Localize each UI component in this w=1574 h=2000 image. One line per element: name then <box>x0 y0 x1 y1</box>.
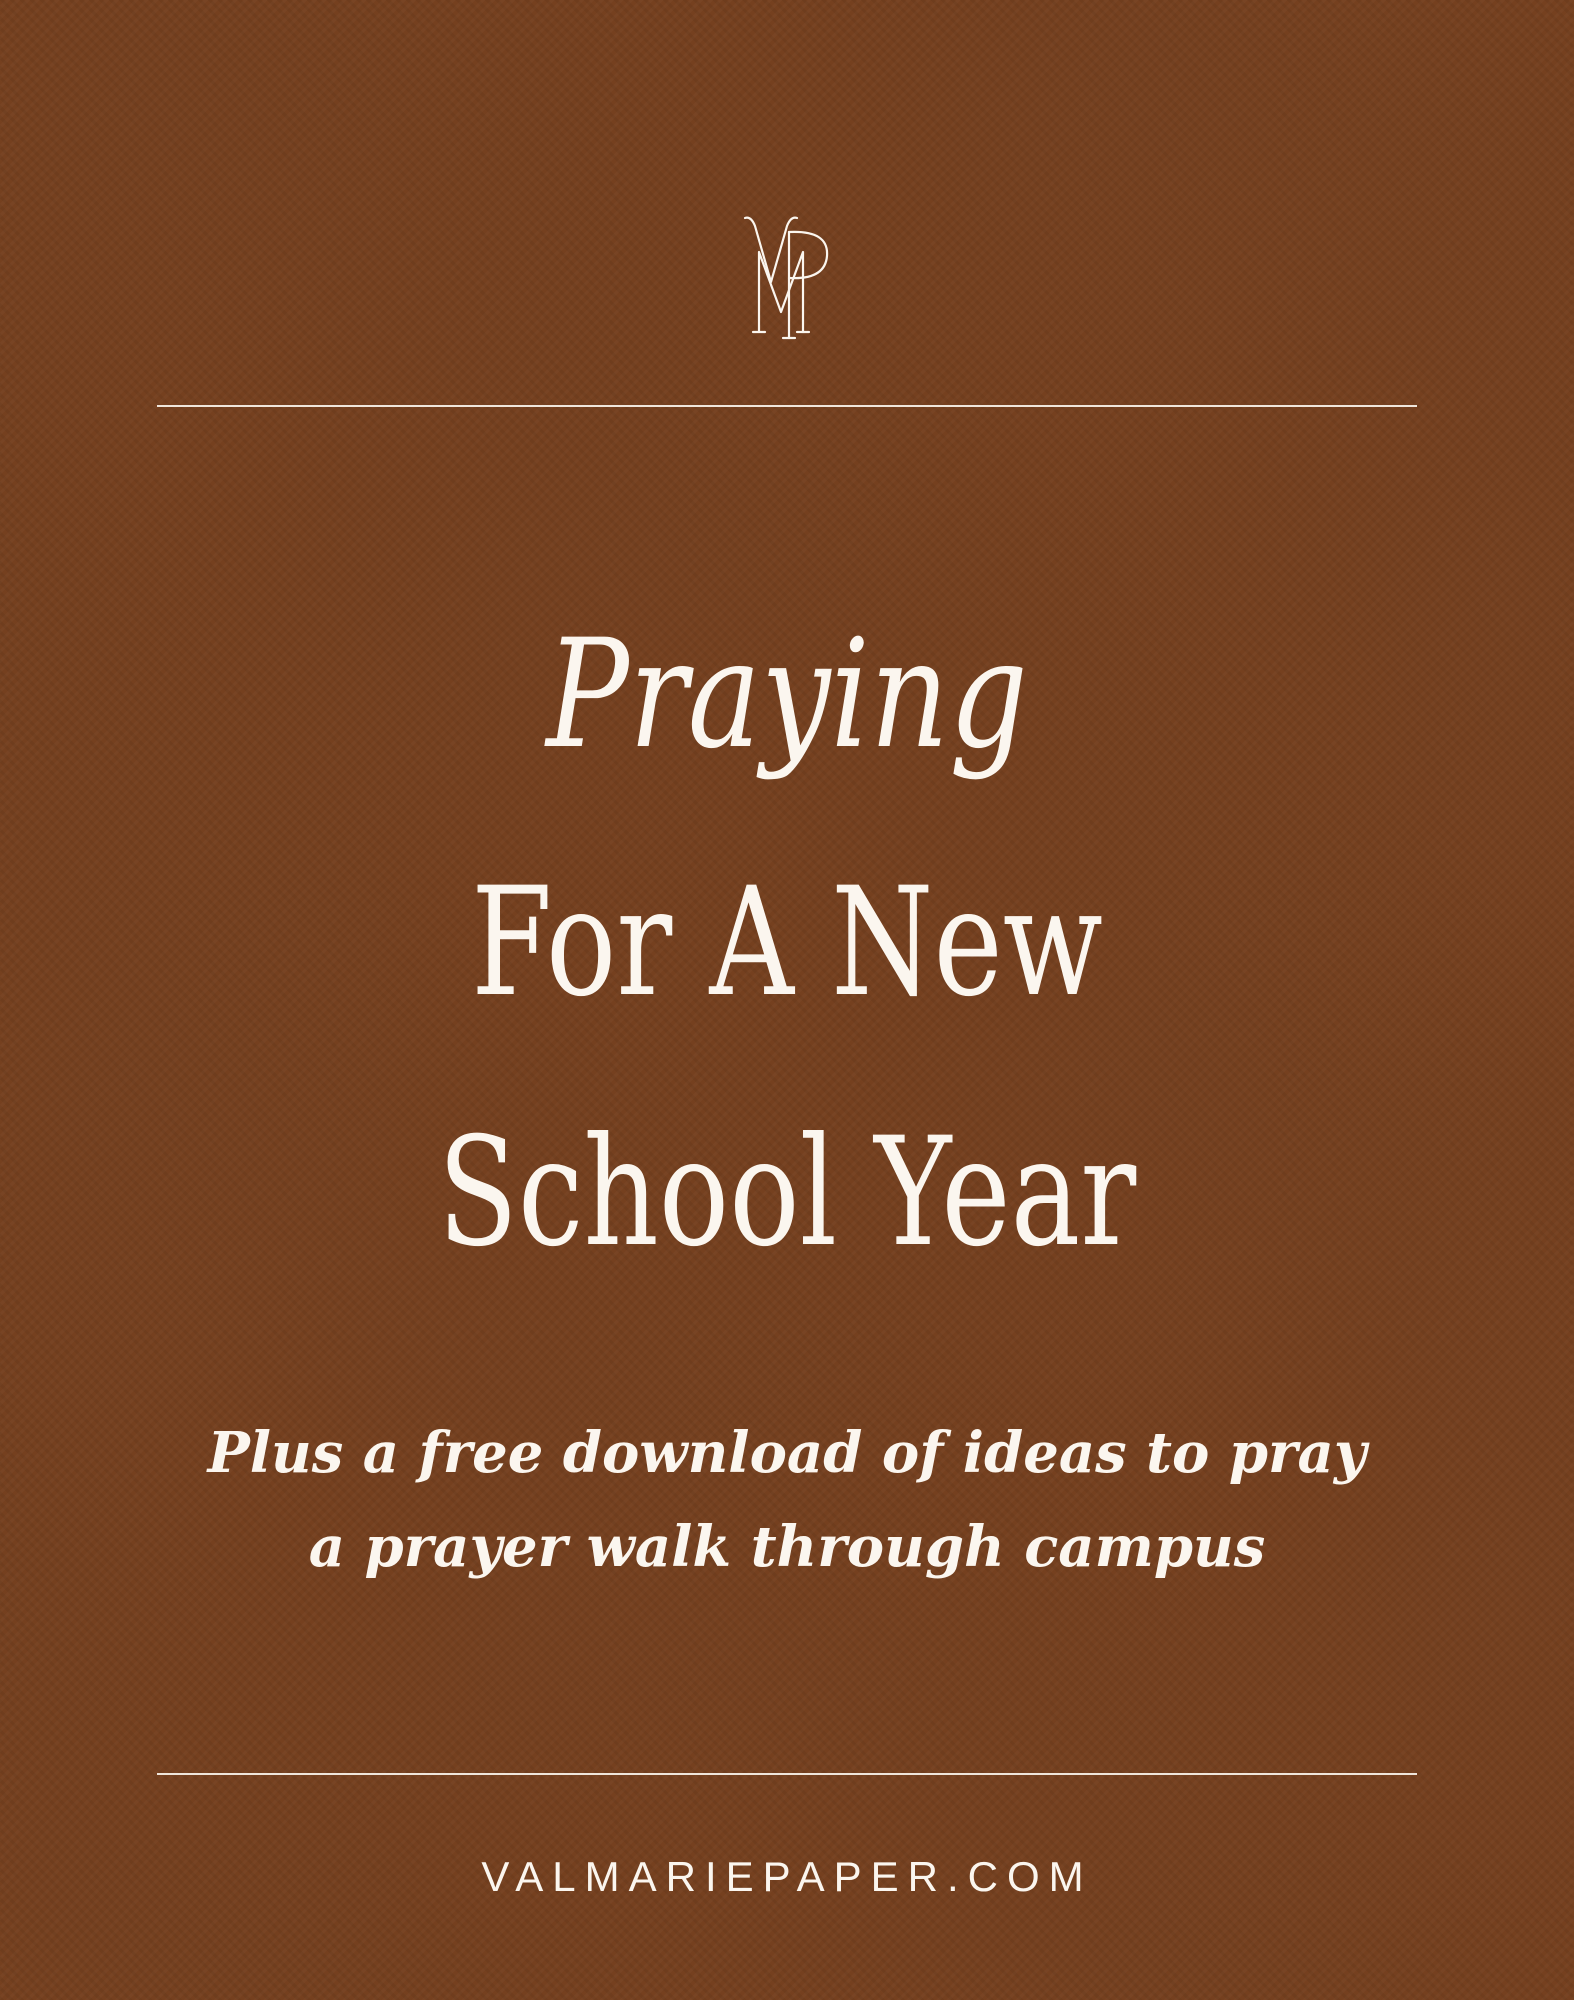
monogram-logo-icon <box>737 212 837 344</box>
top-divider <box>157 405 1417 407</box>
subtitle-line-1: Plus a free download of ideas to pray <box>207 1420 1367 1486</box>
title-line-school-year: School Year <box>437 1106 1137 1280</box>
title-line-praying: Praying <box>546 608 1028 782</box>
website-url[interactable]: VALMARIEPAPER.COM <box>481 1853 1093 1900</box>
subtitle-line-2: a prayer walk through campus <box>308 1514 1266 1580</box>
bottom-divider <box>157 1773 1417 1775</box>
title-line-for-a-new: For A New <box>471 856 1103 1030</box>
